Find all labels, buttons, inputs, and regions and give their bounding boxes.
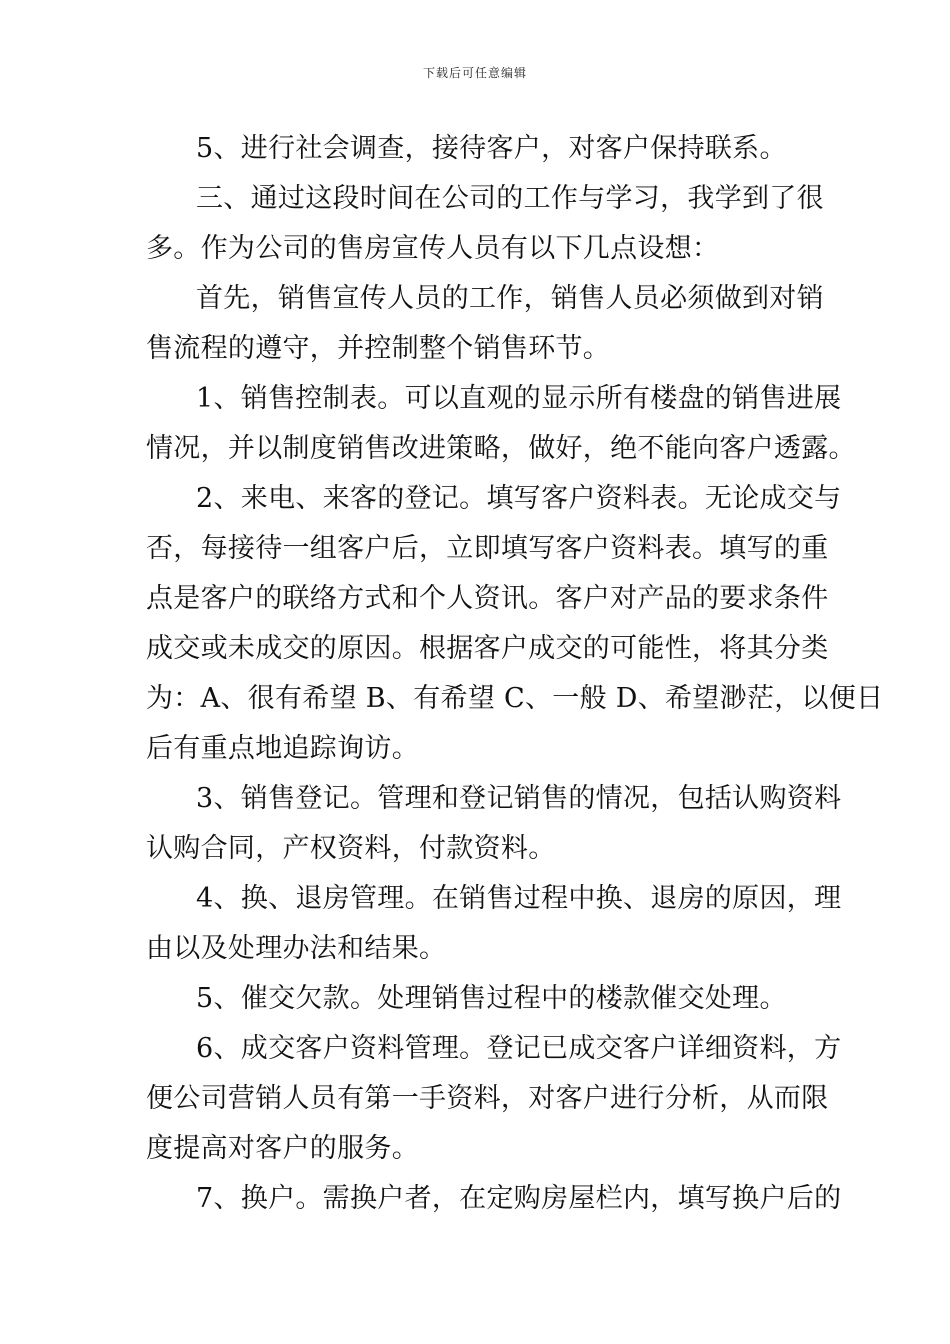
- paragraph-line: 成交或未成交的原因。根据客户成交的可能性，将其分类: [146, 633, 829, 664]
- paragraph-line: 2、来电、来客的登记。填写客户资料表。无论成交与: [196, 483, 842, 514]
- paragraph-line: 5、进行社会调查，接待客户，对客户保持联系。: [196, 133, 787, 164]
- paragraph-line: 情况，并以制度销售改进策略，做好，绝不能向客户透露。: [146, 433, 856, 464]
- paragraph-line: 点是客户的联络方式和个人资讯。客户对产品的要求条件: [146, 583, 829, 614]
- paragraph-line: 1、销售控制表。可以直观的显示所有楼盘的销售进展: [196, 383, 842, 414]
- paragraph-line: 否，每接待一组客户后，立即填写客户资料表。填写的重: [146, 533, 829, 564]
- paragraph-line: 售流程的遵守，并控制整个销售环节。: [146, 333, 611, 364]
- paragraph-line: 为：A、很有希望 B、有希望 C、一般 D、希望渺茫，以便日: [146, 683, 884, 714]
- paragraph-line: 多。作为公司的售房宣传人员有以下几点设想：: [146, 233, 720, 264]
- paragraph-line: 由以及处理办法和结果。: [146, 933, 447, 964]
- page-header: 下载后可任意编辑: [422, 66, 527, 80]
- paragraph-line: 度提高对客户的服务。: [146, 1133, 419, 1164]
- paragraph-line: 3、销售登记。管理和登记销售的情况，包括认购资料: [196, 783, 842, 814]
- paragraph-line: 4、换、退房管理。在销售过程中换、退房的原因，理: [196, 883, 842, 914]
- paragraph-line: 三、通过这段时间在公司的工作与学习，我学到了很: [196, 183, 824, 214]
- paragraph-line: 后有重点地追踪询访。: [146, 733, 419, 764]
- paragraph-line: 7、换户。需换户者，在定购房屋栏内，填写换户后的: [196, 1183, 842, 1214]
- paragraph-line: 认购合同，产权资料，付款资料。: [146, 833, 556, 864]
- paragraph-line: 便公司营销人员有第一手资料，对客户进行分析，从而限: [146, 1083, 829, 1114]
- paragraph-line: 6、成交客户资料管理。登记已成交客户详细资料，方: [196, 1033, 842, 1064]
- paragraph-line: 首先，销售宣传人员的工作，销售人员必须做到对销: [196, 283, 824, 314]
- paragraph-line: 5、催交欠款。处理销售过程中的楼款催交处理。: [196, 983, 787, 1014]
